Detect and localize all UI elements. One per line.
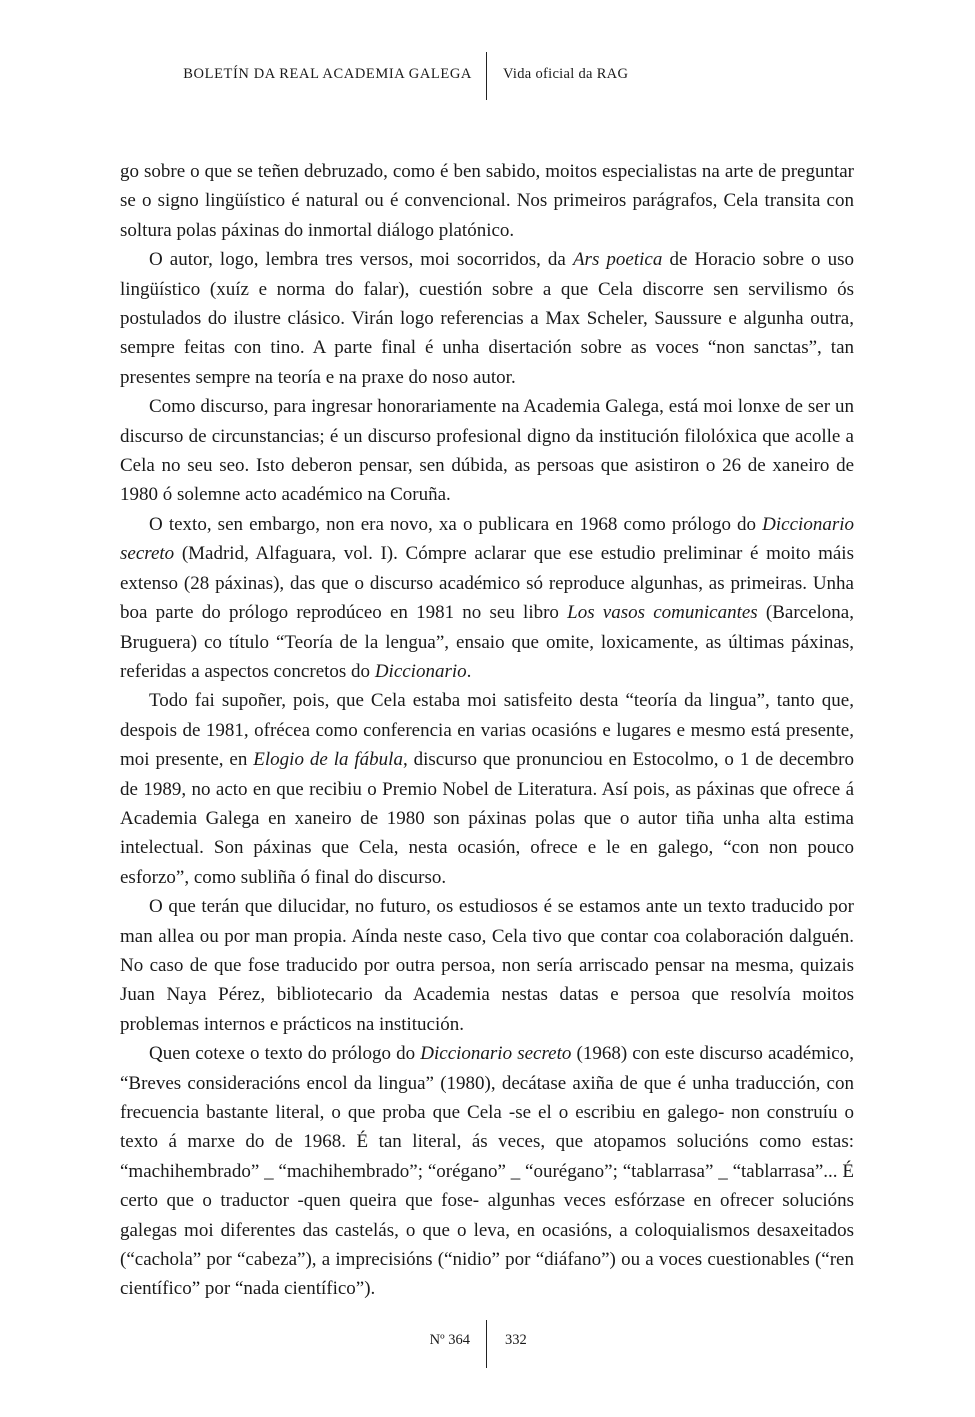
issue-number: Nº 364: [429, 1332, 470, 1348]
article-body: [120, 157, 854, 1304]
italic-title: Ars poetica: [572, 249, 663, 271]
text-run: , discurso que pronunciou en Estocolmo, o 1 de decembro de 1989, no acto en que recibiu o Premio Nobel de Literatura. Así pois, as páxinas que ofrece á Academia Galega en xaneiro de 1980 son páxinas polas que o autor tiña unha alta estima intelectual. Son páxinas que Cela, nesta ocasión, ofrece e le en galego, “con non pouco esforzo”, como subliña ó final do discurso.: [120, 749, 854, 888]
running-header: [0, 52, 975, 102]
text-run: O texto, sen embargo, non era novo, xa o publicara en 1968 como prólogo do: [149, 513, 763, 535]
text-run: de Horacio sobre o uso lingüístico (xuíz e norma do falar), cuestión sobre a que Cela discorre sen servilismo ós postulados do ilustre clásico. Virán logo referencias a Max Scheler, Saussure e algunha outra, sempre feitas con tino. A parte final é unha disertación sobre as voces “non sanctas”, tan presentes sempre na teoría e na praxe do noso autor.: [120, 249, 854, 388]
text-run: (1968) con este discurso académico, “Breves consideracións encol da lingua” (1980), decátase axiña de que é unha traducción, con frecuencia bastante literal, o que proba que Cela -se el o escribiu en galego- non construíu o texto á marxe do de 1968. É tan literal, ás veces, que atopamos solucións como estas: “machihembrado” _ “machihembrado”; “orégano” _ “ourégano”; “tablarrasa” _ “tablarrasa”... É certo que o traductor -quen queira que fose- algunhas veces esfórzase en ofrecer solucións galegas moi diferentes das castelás, o que o leva, en ocasións, a coloquialismos desaxeitados (“cachola” por “cabeza”), a imprecisións (“nidio” por “diáfano”) ou a voces cuestionables (“ren científico” por “nada científico”).: [120, 1043, 854, 1300]
text-run: .: [466, 660, 472, 682]
body-paragraph: [120, 510, 854, 686]
section-title: Vida oficial da RAG: [503, 66, 629, 82]
journal-title: BOLETÍN DA REAL ACADEMIA GALEGA: [183, 66, 472, 82]
body-paragraph: [120, 245, 854, 392]
text-run: (Madrid, Alfaguara, vol. I). Cómpre aclarar que ese estudio preliminar é moito máis extenso (28 páxinas), das que o discurso académico só reproduce algunhas, as primeiras. Unha boa parte do prólogo reprodúceo en 1981 no seu libro: [120, 543, 854, 624]
running-footer: [0, 1320, 975, 1370]
text-run: go sobre o que se teñen debruzado, como é ben sabido, moitos especialistas na arte de preguntar se o signo lingüístico é natural ou é convencional. Nos primeiros parágrafos, Cela transita con soltura polas páxinas do inmortal diálogo platónico.: [120, 161, 854, 241]
body-paragraph: [120, 686, 854, 892]
body-paragraph: [120, 392, 854, 510]
body-paragraph: [120, 1039, 854, 1304]
text-run: O que terán que dilucidar, no futuro, os estudiosos é se estamos ante un texto traducido por man allea ou por man propia. Aínda neste caso, Cela tivo que contar coa colaboración dalguén. No caso de que fose traducido por outra persoa, non sería arriscado pensar na mesma, quizais Juan Naya Pérez, bibliotecario da Academia nestas datas e persoa que resolvía moitos problemas internos e prácticos na institución.: [120, 896, 854, 1035]
italic-title: Diccionario: [374, 660, 467, 682]
footer-divider: [486, 1320, 487, 1368]
italic-title: Elogio de la fábula: [253, 749, 403, 771]
body-paragraph: [120, 892, 854, 1039]
text-run: (Barcelona, Bruguera) co título “Teoría de la lengua”, ensaio que omite, loxicamente, as últimas páxinas, referidas a aspectos concretos do: [120, 602, 854, 682]
header-divider: [486, 52, 487, 100]
text-run: Todo fai supoñer, pois, que Cela estaba moi satisfeito desta “teoría da lingua”, tanto que, despois de 1981, ofrécea como conferencia en varias ocasións e lugares e mesmo está presente, moi presente, en: [120, 690, 854, 771]
page-number: 332: [505, 1332, 527, 1348]
text-run: Quen cotexe o texto do prólogo do: [149, 1043, 421, 1065]
italic-title: Los vasos comunicantes: [567, 602, 758, 624]
body-paragraph: [120, 157, 854, 245]
text-run: O autor, logo, lembra tres versos, moi socorridos, da: [149, 249, 573, 271]
italic-title: Diccionario secreto: [120, 513, 854, 565]
text-run: Como discurso, para ingresar honorariamente na Academia Galega, está moi lonxe de ser un discurso de circunstancias; é un discurso profesional digno da institución filolóxica que acolle a Cela no seu seo. Isto deberon pensar, sen dúbida, as persoas que asistiron o 26 de xaneiro de 1980 ó solemne acto académico na Coruña.: [120, 396, 854, 506]
italic-title: Diccionario secreto: [420, 1043, 572, 1065]
